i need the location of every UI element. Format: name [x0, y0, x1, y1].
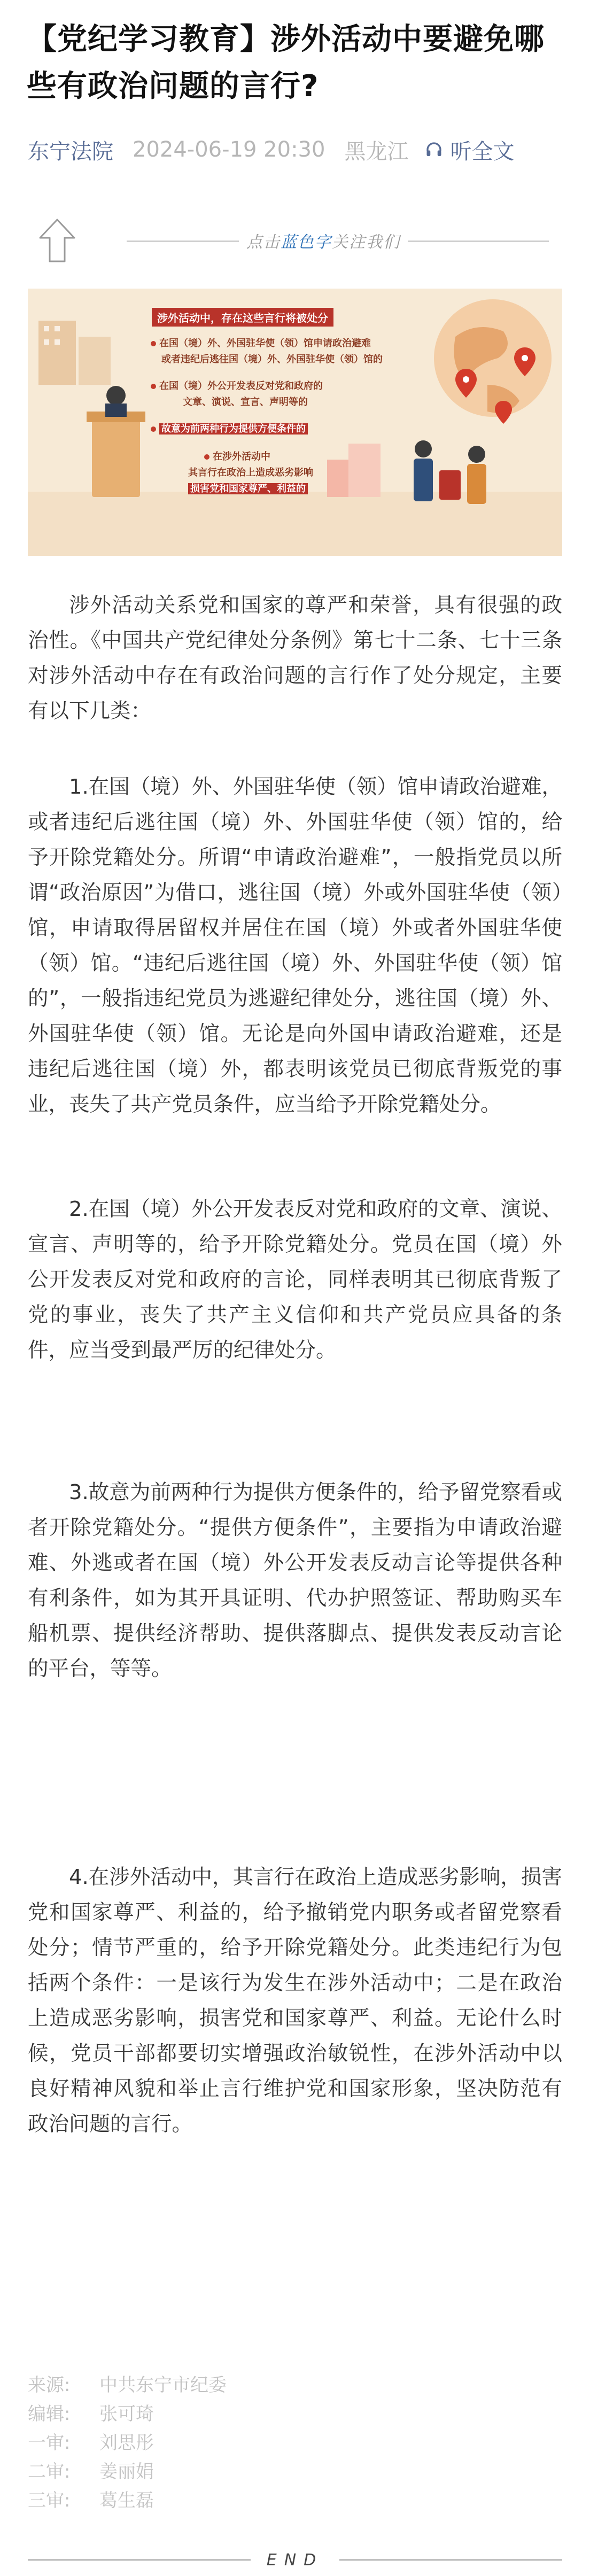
- credit-row: 来源: 中共东宁市纪委: [28, 2375, 227, 2396]
- poster-line-3: 在国（境）外公开发表反对党和政府的: [151, 378, 323, 392]
- article-credits: [28, 2371, 562, 2515]
- article-paragraph: [28, 770, 562, 1122]
- paragraph-intro: 涉外活动关系党和国家的尊严和荣誉，具有很强的政治性。《中国共产党纪律处分条例》第七十二条、七十三条对涉外活动中存在有政治问题的言行作了处分规定，主要有以下几类：: [28, 593, 562, 723]
- publish-region: 黑龙江: [344, 139, 409, 164]
- article-paragraph: [28, 1860, 562, 2142]
- poster-line-2: 或者违纪后逃往国（境）外、外国驻华使（领）馆的: [161, 354, 383, 365]
- article-paragraph: [28, 1475, 562, 1687]
- follow-hint-suffix: 关注我们: [332, 233, 400, 252]
- follow-hint: [239, 229, 408, 252]
- poster-line-6: 在涉外活动中: [204, 449, 270, 463]
- end-divider: [28, 2549, 562, 2571]
- paragraph-4: 4.在涉外活动中，其言行在政治上造成恶劣影响，损害党和国家尊严、利益的，给予撤销党内职务或者留党察看处分；情节严重的，给予开除党籍处分。此类违纪行为包括两个条件：一是该行为发生在涉外活动中；二是在政治上造成恶劣影响，损害党和国家尊严、利益。无论什么时候，党员干部都要切实增强政治敏锐性，在涉外活动中以良好精神风貌和举止言行维护党和国家形象，坚决防范有政治问题的言行。: [28, 1865, 562, 2136]
- follow-hint-prefix: 点击: [246, 233, 281, 252]
- up-arrow-icon: [28, 214, 87, 267]
- paragraph-3: 3.故意为前两种行为提供方便条件的，给予留党察看或者开除党籍处分。“提供方便条件”，主要指为申请政治避难、外逃或者在国（境）外公开发表反动言论等提供各种有利条件，如为其开具证明、代办护照签证、帮助购买车船机票、提供经济帮助、提供落脚点、提供发表反动言论的平台，等等。: [28, 1480, 562, 1681]
- publish-date: 2024-06-19 20:30: [133, 137, 325, 162]
- listen-full-button[interactable]: [424, 135, 514, 165]
- credit-row: 编辑: 张可琦: [28, 2403, 154, 2425]
- poster-line-5: 故意为前两种行为提供方便条件的: [151, 421, 308, 435]
- end-line-left: [28, 2559, 251, 2561]
- end-line-right: [339, 2559, 562, 2561]
- article-paragraph: [28, 1192, 562, 1368]
- account-name-link[interactable]: 东宁法院: [28, 139, 113, 164]
- article-title: 【党纪学习教育】涉外活动中要避免哪些有政治问题的言行?: [27, 22, 545, 104]
- headphones-icon: [424, 140, 444, 159]
- credit-row: 三审: 葛生磊: [28, 2490, 154, 2511]
- poster-title: 涉外活动中，存在这些言行将被处分: [152, 308, 333, 327]
- poster-line-4: 文章、演说、宣言、声明等的: [183, 397, 308, 408]
- paragraph-1: 1.在国（境）外、外国驻华使（领）馆申请政治避难，或者违纪后逃往国（境）外、外国驻华使（领）馆的，给予开除党籍处分。所谓“申请政治避难”，一般指党员以所谓“政治原因”为借口，逃往国（境）外或外国驻华使（领）馆，申请取得居留权并居住在国（境）外或者外国驻华使（领）馆。“违纪后逃往国（境）外、外国驻华使（领）馆的”，一般指违纪党员为逃避纪律处分，逃往国（境）外、外国驻华使（领）馆。无论是向外国申请政治避难，还是违纪后逃往国（境）外，都表明该党员已彻底背叛党的事业，丧失了共产党员条件，应当给予开除党籍处分。: [28, 775, 562, 1116]
- end-label: END: [266, 2550, 324, 2570]
- article-meta: [28, 134, 514, 166]
- paragraph-2: 2.在国（境）外公开发表反对党和政府的文章、演说、宣言、声明等的，给予开除党籍处分。党员在国（境）外公开发表反对党和政府的言论，同样表明其已彻底背叛了党的事业，丧失了共产主义信仰和共产党员应具备的条件，应当受到最严厉的纪律处分。: [28, 1197, 562, 1362]
- credit-row: 一审: 刘思彤: [28, 2432, 154, 2454]
- poster-line-7: 其言行在政治上造成恶劣影响: [188, 467, 313, 478]
- follow-banner: [28, 208, 562, 273]
- follow-hint-blue: 蓝色字: [281, 233, 332, 252]
- listen-full-label: 听全文: [450, 139, 515, 164]
- poster-line-1: 在国（境）外、外国驻华使（领）馆申请政治避难: [151, 336, 371, 350]
- article-paragraph: [28, 588, 562, 729]
- credit-row: 二审: 姜丽娟: [28, 2461, 154, 2482]
- discipline-poster: [28, 289, 562, 556]
- poster-line-8: 损害党和国家尊严、利益的: [188, 481, 308, 495]
